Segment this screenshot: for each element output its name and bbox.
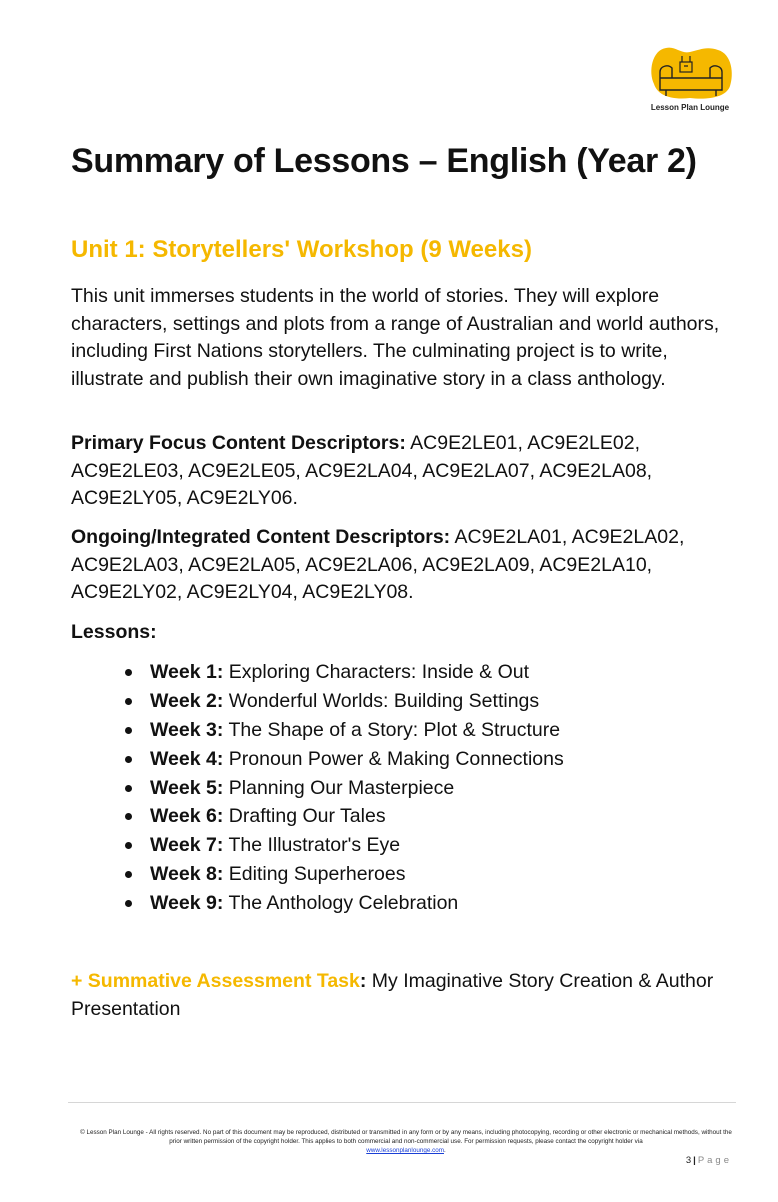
- bullet-icon: [125, 842, 132, 849]
- copyright-notice: [76, 1128, 736, 1155]
- lesson-title: Exploring Characters: Inside & Out: [228, 661, 530, 683]
- list-item: [150, 889, 564, 918]
- lesson-title: The Illustrator's Eye: [228, 834, 401, 857]
- bullet-icon: [125, 871, 132, 878]
- logo-text: Lesson Plan Lounge: [650, 103, 730, 112]
- lesson-title: The Anthology Celebration: [228, 892, 459, 915]
- list-item: [150, 687, 564, 716]
- lesson-title: Wonderful Worlds: Building Settings: [228, 689, 540, 712]
- unit-intro: This unit immerses students in the world of stories. They will explore characters, settings and plots from a range of Australian and world authors, including First Nations storytellers. The culminating project is to write, illustrate and publish their own imaginative story in a class anthology.: [71, 285, 720, 390]
- footer-divider: [68, 1102, 736, 1103]
- bullet-icon: [125, 813, 132, 820]
- lesson-list: [150, 658, 564, 918]
- lesson-title: Editing Superheroes: [228, 863, 406, 886]
- lesson-title: Pronoun Power & Making Connections: [228, 747, 564, 770]
- list-item: [150, 745, 564, 774]
- logo: [646, 44, 734, 116]
- bullet-icon: [125, 727, 132, 734]
- bullet-icon: [125, 698, 132, 705]
- primary-descriptors: [71, 430, 731, 513]
- assessment-colon: :: [359, 970, 367, 992]
- page-title: Summary of Lessons – English (Year 2): [71, 142, 697, 180]
- assessment-text: My Imaginative Story Creation & Author Presentation: [71, 970, 714, 1020]
- lesson-title: The Shape of a Story: Plot & Structure: [228, 718, 561, 741]
- lesson-week: Week 2:: [150, 689, 224, 712]
- copyright-text: © Lesson Plan Lounge - All rights reserved. No part of this document may be reproduced, distributed or transmitted in any form or by any means, including photocopying, recording or other electronic or mechanical methods, without the prior written permission of the copyright holder. This applies to both commercial and non-commercial use. For permission requests, please contact the copyright holder via: [80, 1129, 732, 1145]
- page-separator: |: [693, 1155, 696, 1166]
- list-item: [150, 831, 564, 860]
- page-word: Page: [697, 1155, 732, 1166]
- lesson-week: Week 1:: [150, 661, 224, 683]
- lesson-week: Week 5:: [150, 776, 224, 799]
- primary-descriptors-codes: AC9E2LE01, AC9E2LE02, AC9E2LE03, AC9E2LE05, AC9E2LA04, AC9E2LA07, AC9E2LA08, AC9E2LY05, AC9E2LY06.: [71, 432, 653, 509]
- list-item: [150, 658, 564, 687]
- lesson-week: Week 4:: [150, 747, 224, 770]
- ongoing-descriptors-label: Ongoing/Integrated Content Descriptors:: [71, 526, 451, 548]
- lesson-week: Week 7:: [150, 834, 224, 857]
- lesson-title: Planning Our Masterpiece: [228, 776, 455, 799]
- lesson-week: Week 3:: [150, 718, 224, 741]
- list-item: [150, 860, 564, 889]
- ongoing-descriptors: [71, 524, 731, 607]
- list-item: [150, 802, 564, 831]
- lesson-week: Week 6:: [150, 805, 224, 828]
- page-number: [686, 1155, 732, 1166]
- bullet-icon: [125, 785, 132, 792]
- ongoing-descriptors-codes: AC9E2LA01, AC9E2LA02, AC9E2LA03, AC9E2LA05, AC9E2LA06, AC9E2LA09, AC9E2LA10, AC9E2LY02, AC9E2LY04, AC9E2LY08.: [71, 526, 685, 603]
- bullet-icon: [125, 756, 132, 763]
- sofa-logo-icon: [646, 44, 734, 104]
- lessons-heading: Lessons:: [71, 621, 157, 643]
- lesson-title: Drafting Our Tales: [228, 805, 386, 828]
- list-item: [150, 716, 564, 745]
- assessment-label: + Summative Assessment Task: [71, 970, 360, 992]
- page-number-value: 3: [685, 1155, 692, 1166]
- bullet-icon: [125, 669, 132, 676]
- summative-assessment: [71, 968, 731, 1023]
- list-item: [150, 774, 564, 803]
- primary-descriptors-label: Primary Focus Content Descriptors:: [71, 432, 406, 454]
- website-link[interactable]: www.lessonplanlounge.com: [366, 1147, 444, 1154]
- link-suffix: .: [443, 1147, 446, 1154]
- bullet-icon: [125, 900, 132, 907]
- unit-title: Unit 1: Storytellers' Workshop (9 Weeks): [71, 236, 532, 263]
- lesson-week: Week 9:: [150, 892, 224, 915]
- lesson-week: Week 8:: [150, 863, 224, 886]
